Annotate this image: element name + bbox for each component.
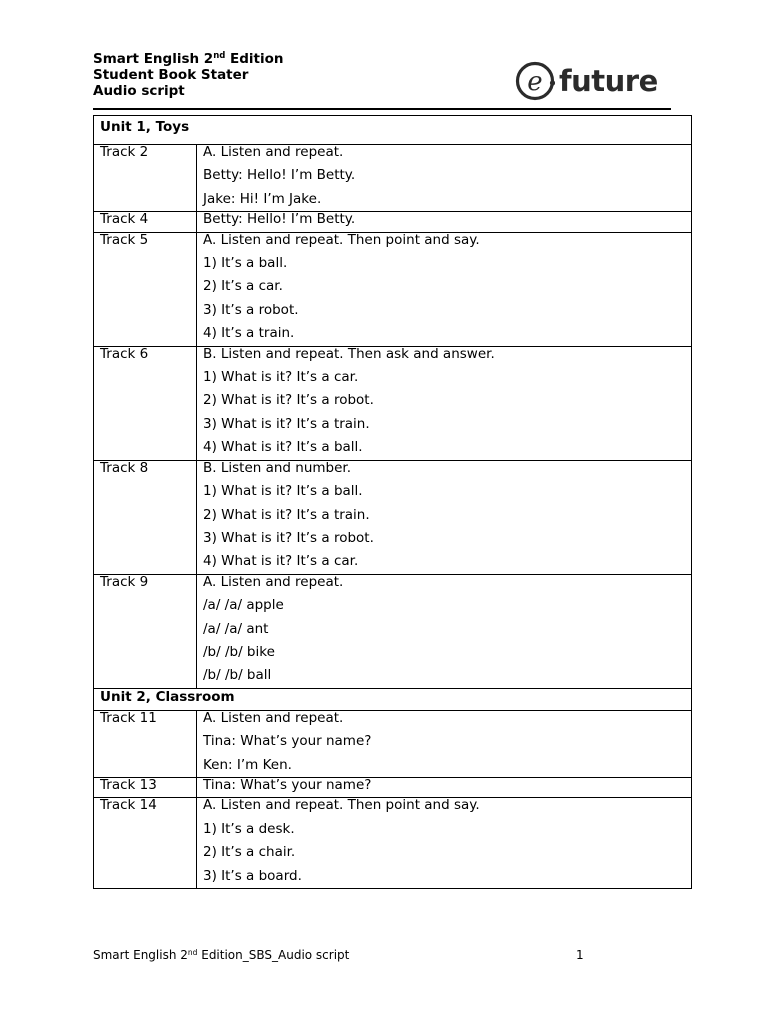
- script-lines-cell: [197, 145, 692, 212]
- track-number: Track 4: [100, 211, 149, 228]
- track-number: Track 14: [100, 797, 157, 814]
- track-number: Track 5: [100, 231, 149, 248]
- track-label: [94, 798, 197, 889]
- script-lines-cell: [197, 574, 692, 688]
- script-line: 3) It’s a board.: [203, 867, 302, 884]
- script-line: 1) It’s a desk.: [203, 820, 295, 837]
- page-footer: [93, 948, 349, 962]
- footer-text-suffix: Edition_SBS_Audio script: [197, 948, 350, 962]
- header-title-main: Smart English 2: [93, 51, 214, 67]
- unit-title: Unit 1, Toys: [94, 116, 692, 145]
- header-title-superscript: nd: [213, 51, 226, 61]
- script-line: Jake: Hi! I’m Jake.: [203, 190, 322, 207]
- script-line: Tina: What’s your name?: [203, 776, 372, 793]
- track-label: [94, 145, 197, 212]
- script-line: Betty: Hello! I’m Betty.: [203, 211, 356, 228]
- script-line: 4) What is it? It’s a ball.: [203, 439, 363, 456]
- script-line: /b/ /b/ ball: [203, 667, 272, 684]
- track-label: [94, 346, 197, 460]
- efuture-logo-mark-icon: [515, 61, 555, 101]
- script-line: 2) It’s a chair.: [203, 844, 296, 861]
- track-number: Track 8: [100, 459, 149, 476]
- logo-wordmark: future: [559, 64, 658, 98]
- script-line: A. Listen and repeat.: [203, 144, 344, 160]
- header-title-line-3: Audio script: [93, 83, 185, 99]
- page-number: 1: [576, 948, 584, 962]
- header-title-line-2: Student Book Stater: [93, 67, 249, 83]
- script-line: Tina: What’s your name?: [203, 733, 372, 750]
- track-row: [94, 232, 692, 346]
- track-row: [94, 798, 692, 889]
- script-line: /a/ /a/ ant: [203, 620, 269, 637]
- track-number: Track 2: [100, 144, 149, 160]
- document-header: [93, 51, 284, 99]
- footer-superscript: nd: [187, 948, 198, 957]
- script-line: B. Listen and number.: [203, 459, 352, 476]
- script-lines-cell: [197, 460, 692, 574]
- track-number: Track 13: [100, 776, 157, 793]
- script-line: 2) What is it? It’s a train.: [203, 506, 370, 523]
- track-row: [94, 346, 692, 460]
- track-label: [94, 460, 197, 574]
- script-lines-cell: [197, 798, 692, 889]
- track-number: Track 9: [100, 573, 149, 590]
- header-title-line-1: [93, 51, 284, 67]
- track-row: [94, 710, 692, 777]
- track-row: [94, 145, 692, 212]
- script-lines-cell: [197, 346, 692, 460]
- script-line: A. Listen and repeat.: [203, 573, 344, 590]
- script-line: 1) It’s a ball.: [203, 255, 288, 272]
- script-line: 3) What is it? It’s a train.: [203, 415, 370, 432]
- audio-script-table: [93, 115, 692, 889]
- script-line: 2) What is it? It’s a robot.: [203, 392, 374, 409]
- script-line: 4) What is it? It’s a car.: [203, 553, 359, 570]
- script-line: A. Listen and repeat. Then point and say.: [203, 231, 480, 248]
- header-title-edition: Edition: [225, 51, 284, 67]
- script-line: A. Listen and repeat.: [203, 709, 344, 726]
- logo-letter: e: [527, 67, 543, 97]
- script-line: /a/ /a/ apple: [203, 597, 284, 614]
- script-line: 3) It’s a robot.: [203, 301, 299, 318]
- script-line: 3) What is it? It’s a robot.: [203, 529, 374, 546]
- script-lines-cell: [197, 232, 692, 346]
- efuture-logo: [515, 57, 658, 105]
- track-row: [94, 460, 692, 574]
- script-line: 4) It’s a train.: [203, 325, 295, 342]
- script-line: A. Listen and repeat. Then point and say.: [203, 797, 480, 814]
- script-line: 2) It’s a car.: [203, 278, 283, 295]
- audio-script-table-body: [94, 116, 692, 889]
- script-line: Ken: I’m Ken.: [203, 756, 292, 773]
- track-number: Track 11: [100, 709, 157, 726]
- script-line: 1) What is it? It’s a car.: [203, 369, 359, 386]
- footer-text: Smart English 2: [93, 948, 188, 962]
- header-divider: [93, 108, 671, 110]
- unit-title: Unit 2, Classroom: [94, 688, 692, 710]
- script-line: /b/ /b/ bike: [203, 643, 275, 660]
- script-lines-cell: [197, 710, 692, 777]
- script-line: B. Listen and repeat. Then ask and answer.: [203, 345, 495, 362]
- track-row: [94, 574, 692, 688]
- track-label: [94, 232, 197, 346]
- script-line: Betty: Hello! I’m Betty.: [203, 167, 356, 184]
- track-label: [94, 574, 197, 688]
- track-number: Track 6: [100, 345, 149, 362]
- track-label: [94, 710, 197, 777]
- script-line: 1) What is it? It’s a ball.: [203, 483, 363, 500]
